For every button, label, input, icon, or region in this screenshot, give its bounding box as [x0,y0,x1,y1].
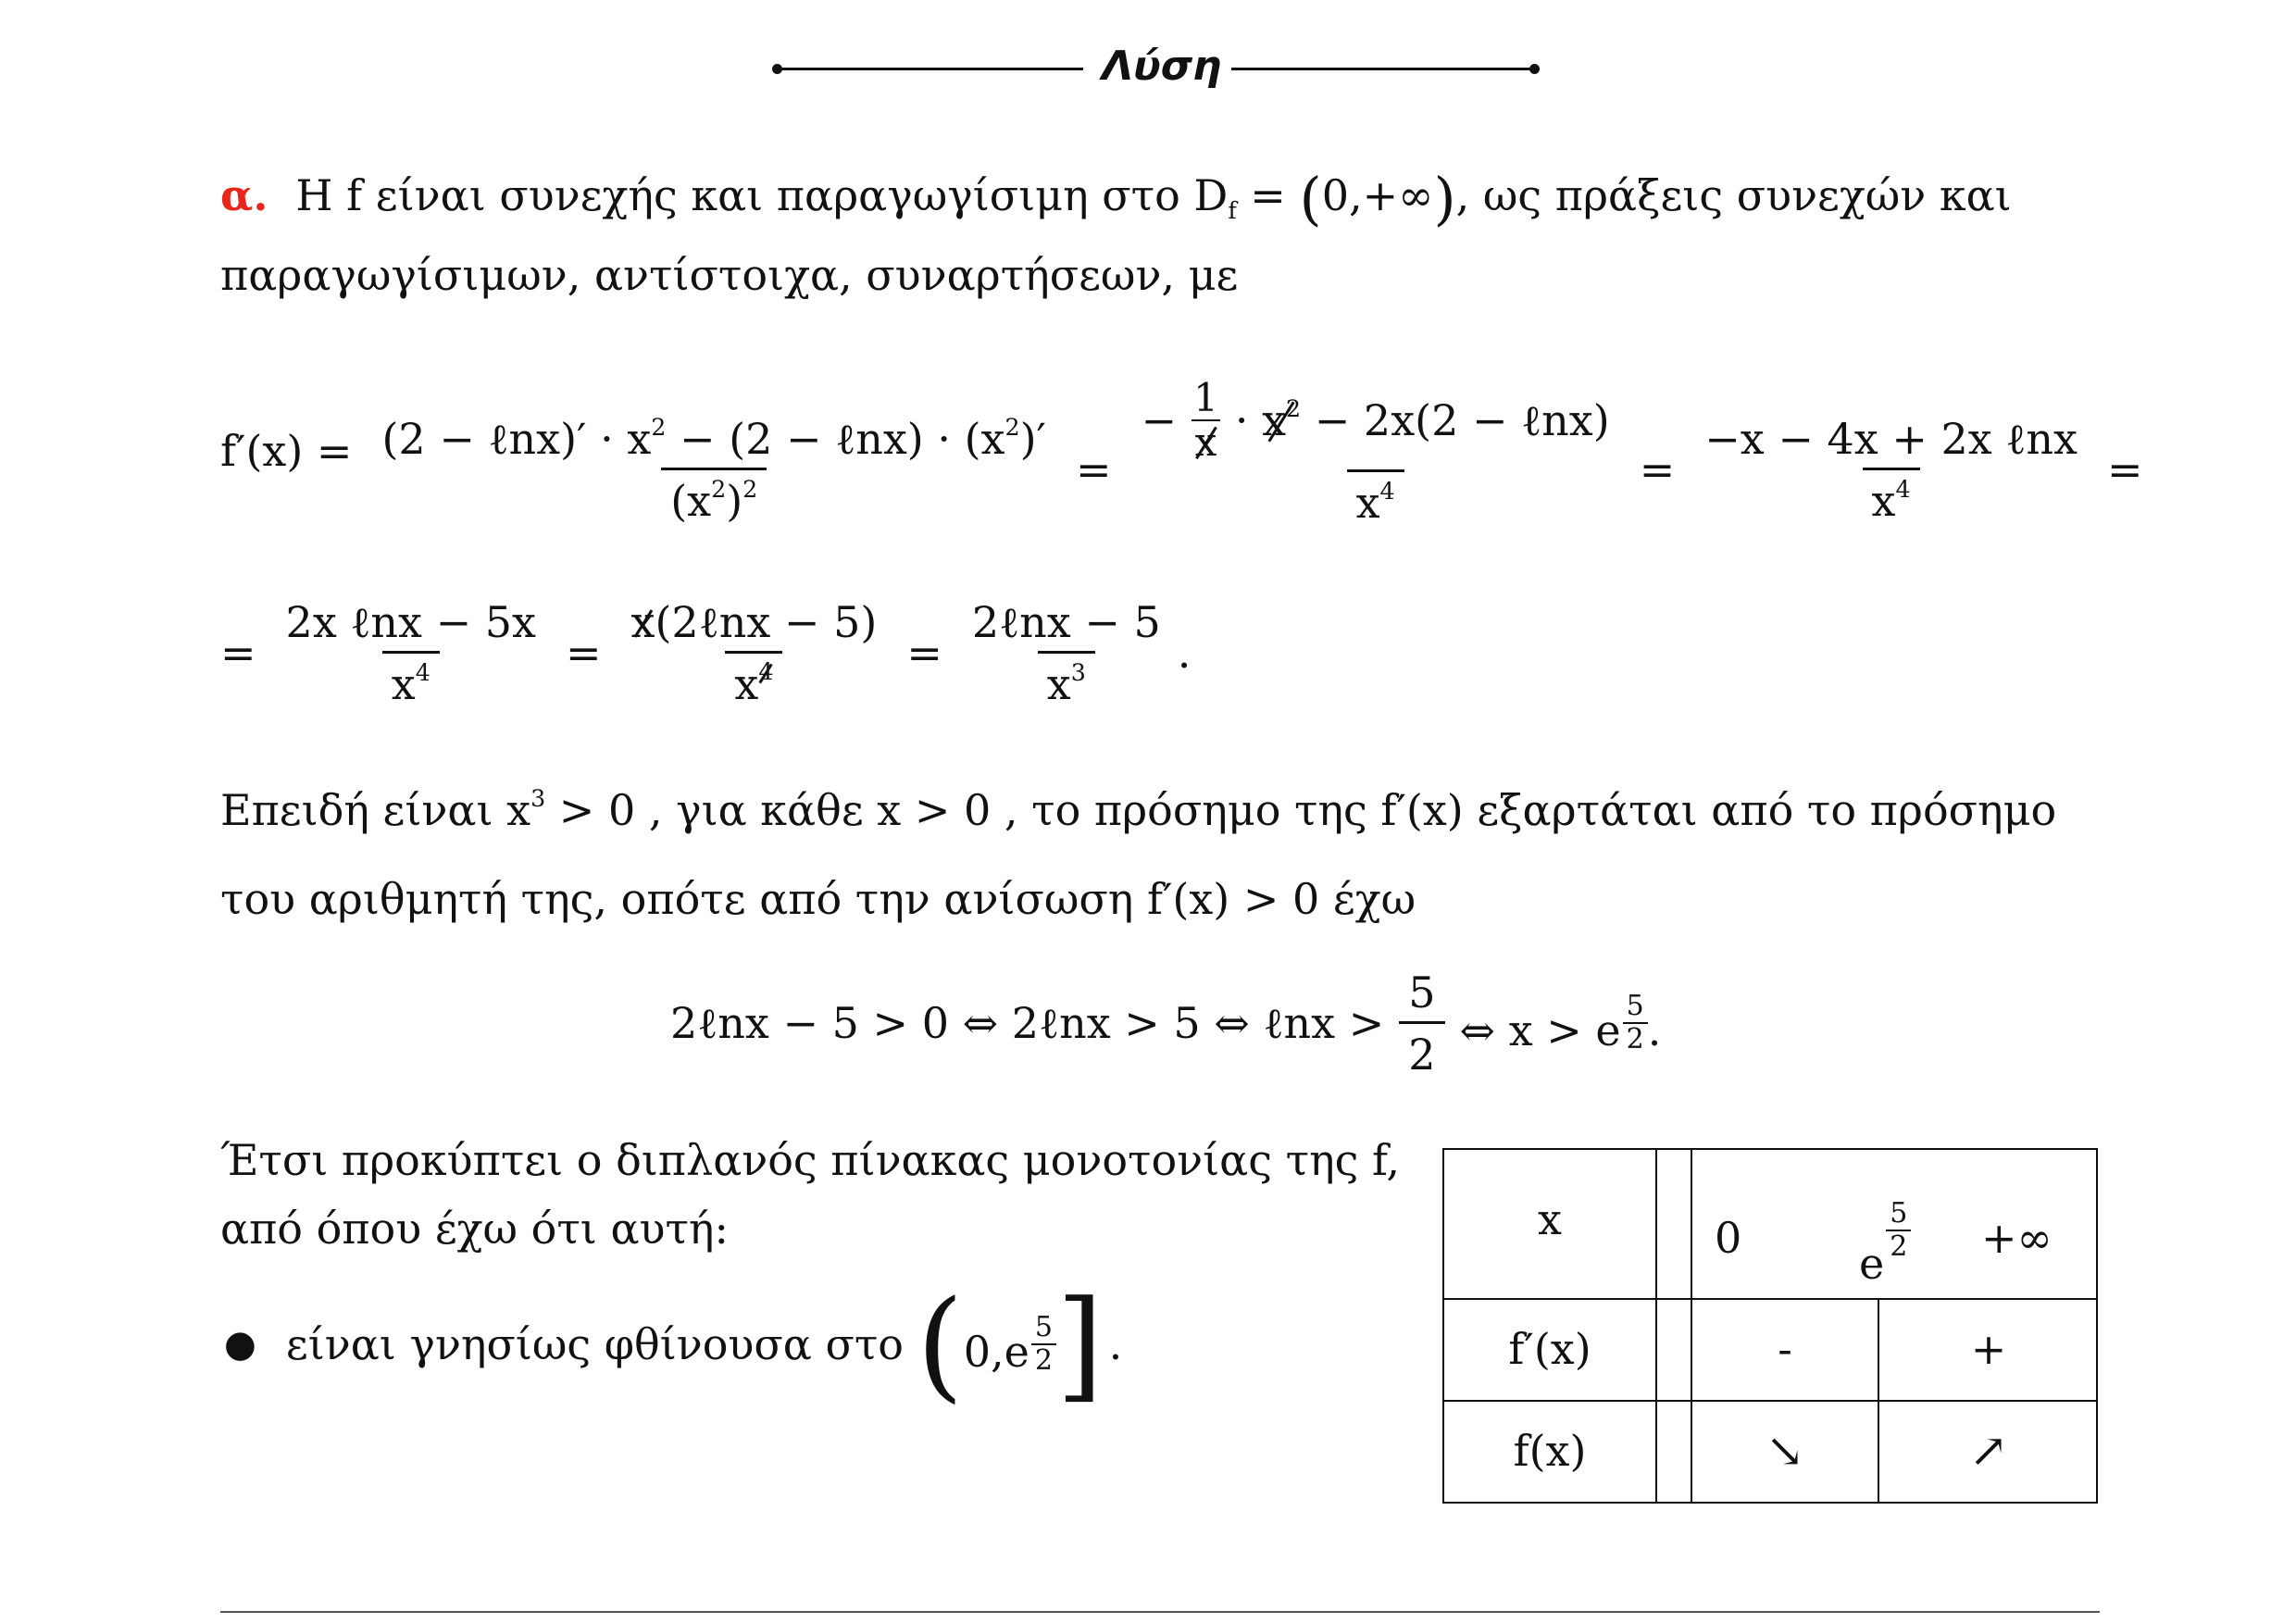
table-plus: + [1970,1324,2007,1374]
fraction-one-over-x: $\frac{1}{x}$ [1190,379,1222,462]
header-dot-left [772,64,782,74]
inequality-row [670,963,1661,1083]
header-title: Λύση [1102,43,1222,90]
inequality-right: ⇔ x > e $\frac{5}{2}$ . [1459,990,1662,1055]
fraction-3-denominator: $x^4$ [1863,468,1920,522]
table-f-label: f(x) [1513,1426,1587,1476]
part-a-line1 [220,165,2012,232]
paren-open: ( [1299,165,1322,232]
fraction-2-denominator: $x^4$ [1347,469,1404,524]
table-fprime-label: f′(x) [1508,1324,1591,1374]
table-hline [1444,1298,2096,1300]
part-label: α. [220,170,268,220]
fraction-2-numerator: − $\frac{1}{x}$ · $x^2 - 2x(2$ − ℓnx) [1141,374,1610,465]
derivative-lhs: f′(x) = [220,426,353,476]
intro-text: H f είναι συνεχής και παραγωγίσιμη στο D [295,170,1229,220]
fraction-5-numerator: x(2ℓnx − 5) [630,596,878,647]
table-zero: 0 [1715,1213,1742,1263]
end-dot: . [1108,1319,1123,1369]
down-arrow-icon: ↘ [1766,1424,1804,1478]
equals-sign: = [2106,444,2143,494]
fraction-2 [1132,374,1619,528]
interval-bracket-close: ] [1055,1274,1104,1415]
paren-close: ) [1433,165,1456,232]
monotonicity-table [1442,1148,2098,1504]
table-minus: - [1778,1324,1792,1374]
fraction-1-denominator: $(x^2)^2$ [661,468,767,522]
domain-equals: = [1236,170,1300,220]
footer-line [220,1611,2100,1613]
fraction-6-numerator: 2ℓnx − 5 [971,596,1161,647]
equals-sign: = [565,628,602,678]
domain-subscript: f [1228,196,1237,224]
end-dot: . [1177,628,1192,678]
derivative-row-2 [220,593,1191,713]
up-arrow-icon: ↗ [1969,1424,2008,1478]
sign-text-line2: του αριθμητή της, οπότε από την ανίσωση f′(x) > 0 έχω [220,874,1416,924]
bullet-icon: ● [224,1323,256,1366]
fraction-5 [622,596,887,709]
header-line-left [778,68,1083,70]
derivative-row-1 [220,344,2142,557]
bullet-row [220,1270,1122,1418]
intro-text-end: , ως πράξεις συνεχών και [1455,170,2012,220]
monotonic-line1: Έτσι προκύπτει ο διπλανός πίνακας μονοτονίας της f, [220,1135,1401,1185]
fraction-3-numerator: −x − 4x + 2x ℓnx [1704,413,2078,464]
domain-interval: 0,+∞ [1321,170,1434,220]
header-line-right [1231,68,1537,70]
header-dot-right [1529,64,1540,74]
interval-paren-open: ( [917,1274,964,1415]
table-x-label: x [1538,1194,1562,1244]
inequality-left: 2ℓnx − 5 > 0 ⇔ 2ℓnx > 5 ⇔ ℓnx > [670,998,1385,1048]
bullet-text: είναι γνησίως φθίνουσα στο [285,1319,904,1369]
equals-sign: = [1076,444,1112,494]
fraction-4-denominator: $x^4$ [382,651,440,705]
fraction-4 [277,596,545,709]
table-hline [1444,1400,2096,1402]
equals-sign: = [220,628,256,678]
fraction-five-halves: $\frac{5}{2}$ [1399,971,1444,1076]
equals-sign: = [906,628,942,678]
monotonic-line2: από όπου έχω ότι αυτή: [220,1204,729,1254]
interval-content: 0,e $\frac{5}{2}$ [964,1314,1056,1375]
part-a-line2: παραγωγίσιμων, αντίστοιχα, συναρτήσεων, με [220,250,1239,300]
equals-sign: = [1639,444,1676,494]
table-e-five-halves: e $\frac{5}{2}$ [1859,1200,1911,1287]
table-plus-infinity: +∞ [1981,1213,2053,1263]
table-vline [1655,1150,1657,1502]
fraction-1-numerator: (2 − ℓnx)′ · $x^2 - (2$ − ℓnx) · $(x^2)'$ [381,413,1046,464]
fraction-5-denominator: $x^4$ [725,651,782,705]
fraction-3 [1695,413,2087,526]
fraction-1 [372,413,1055,526]
fraction-6-denominator: $x^3$ [1038,651,1095,705]
fraction-6 [963,596,1170,709]
sign-text-line1: Επειδή είναι $x^3 > 0$ , για κάθε x > 0 , το πρόσημο της f′(x) εξαρτάται από το πρόσημο [220,784,2057,835]
fraction-4-numerator: 2x ℓnx − 5x [285,596,536,647]
